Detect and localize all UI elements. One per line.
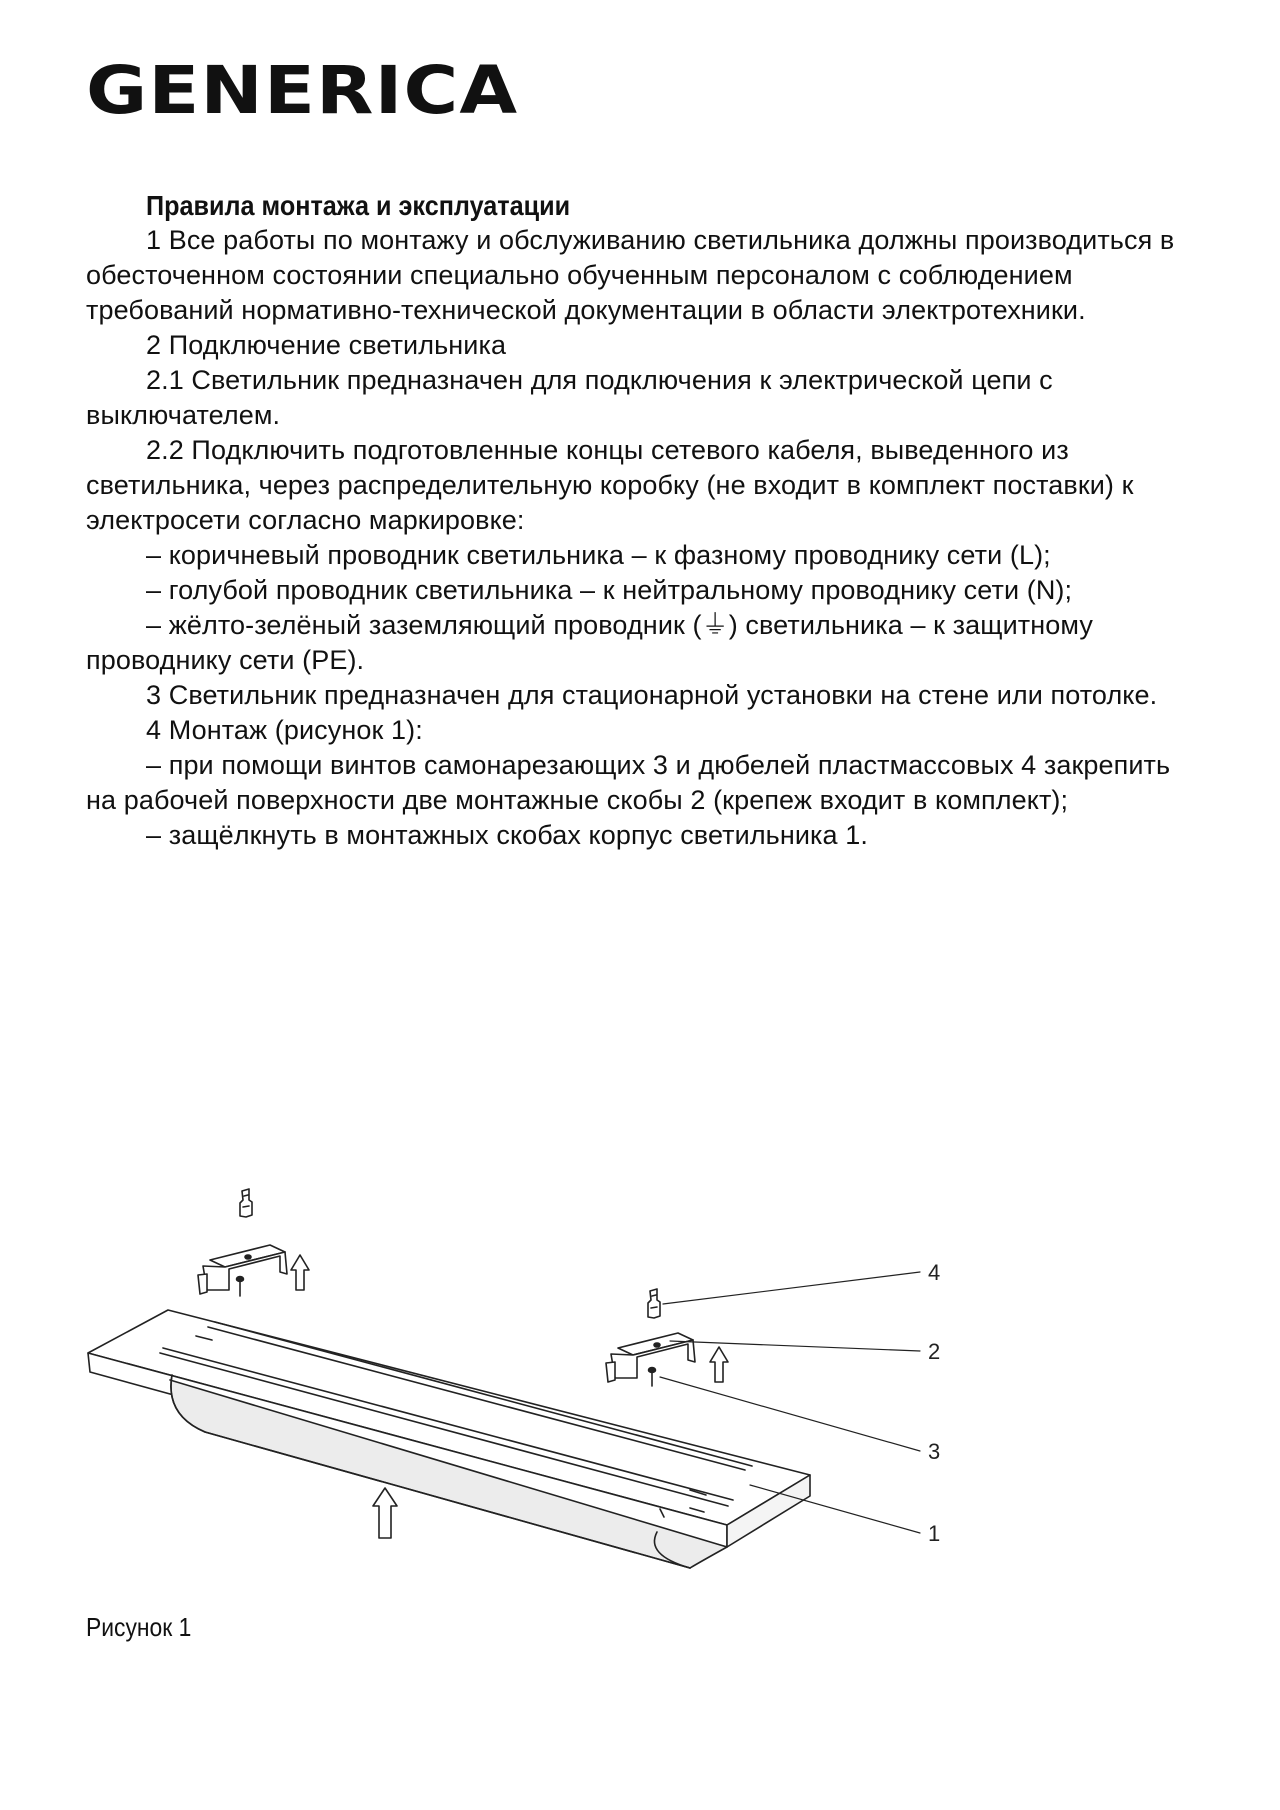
section-heading: Правила монтажа и эксплуатации: [146, 190, 571, 221]
instructions-section: [86, 188, 1206, 853]
list-item-ground-wire: – жёлто-зелёный заземляющий проводник (⏚) светильника – к защитному проводнику сети (PE).: [86, 610, 1093, 675]
paragraph-2: 2 Подключение светильника: [146, 330, 507, 360]
list-item-blue-wire: – голубой проводник светильника – к нейтральному проводнику сети (N);: [146, 575, 1073, 605]
paragraph-2-2: 2.2 Подключить подготовленные концы сетевого кабеля, выведенного из светильника, через распределительную коробку (не входит в комплект поставки) к электросети согласно маркировке:: [86, 435, 1134, 535]
paragraph-1: 1 Все работы по монтажу и обслуживанию светильника должны производиться в обесточенном состоянии специально обученным персоналом с соблюдением требований нормативно-технической документации в области электротехники.: [86, 225, 1175, 325]
list-item-brown-wire: – коричневый проводник светильника – к фазному проводнику сети (L);: [146, 540, 1051, 570]
mounting-diagram: [0, 1170, 1280, 1610]
callout-1: 1: [928, 1521, 941, 1546]
callout-2: 2: [928, 1339, 941, 1364]
paragraph-4: 4 Монтаж (рисунок 1):: [146, 715, 423, 745]
list-item-snap-housing: – защёлкнуть в монтажных скобах корпус светильника 1.: [146, 820, 868, 850]
callout-4: 4: [928, 1260, 941, 1285]
bracket-left: [198, 1189, 309, 1296]
list-item-mount-brackets: – при помощи винтов самонарезающих 3 и дюбелей пластмассовых 4 закрепить на рабочей поверхности две монтажные скобы 2 (крепеж входит в комплект);: [86, 750, 1171, 815]
callout-3: 3: [928, 1439, 941, 1464]
mounting-arrow: [373, 1488, 397, 1538]
paragraph-2-1: 2.1 Светильник предназначен для подключения к электрической цепи с выключателем.: [86, 365, 1053, 430]
brand-logo: GENERICA: [86, 52, 519, 129]
figure-caption: Рисунок 1: [86, 1612, 192, 1642]
luminaire-housing: [88, 1310, 810, 1568]
paragraph-3: 3 Светильник предназначен для стационарной установки на стене или потолке.: [146, 680, 1158, 710]
